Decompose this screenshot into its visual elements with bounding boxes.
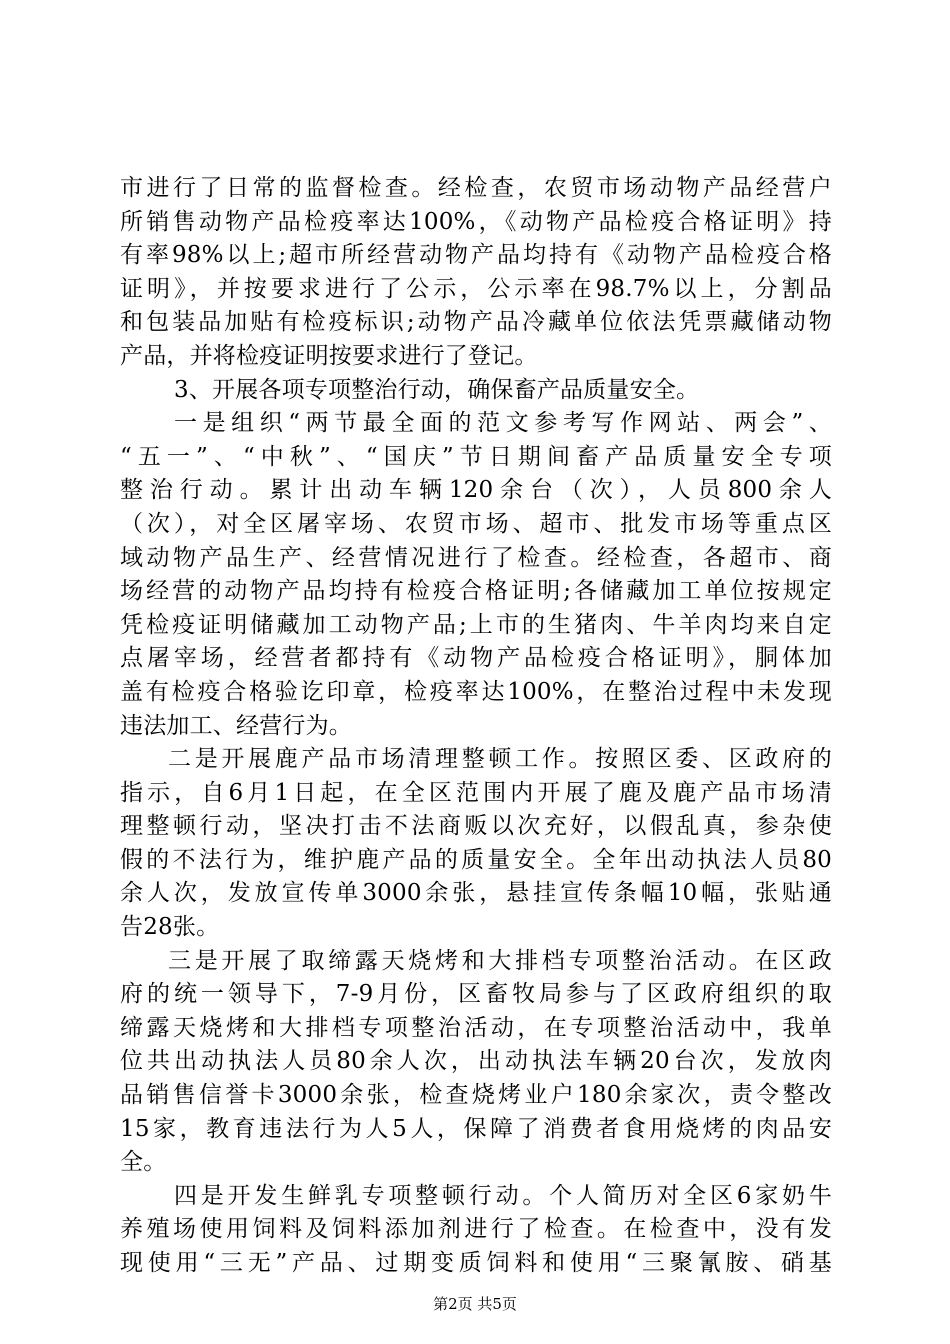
text-line: 理整顿行动，坚决打击不法商贩以次充好，以假乱真，参杂使 bbox=[120, 813, 832, 840]
text-line: 全。 bbox=[120, 1149, 167, 1176]
page-footer: 第2页 共5页 bbox=[433, 1295, 517, 1313]
text-line: （次），对全区屠宰场、农贸市场、超市、批发市场等重点区 bbox=[120, 510, 832, 537]
text-line: 告28张。 bbox=[120, 914, 220, 941]
text-line: 和包装品加贴有检疫标识;动物产品冷藏单位依法凭票藏储动物 bbox=[120, 309, 832, 336]
text-line: 一是组织“两节最全面的范文参考写作网站、两会”、 bbox=[174, 410, 832, 437]
text-line: 违法加工、经营行为。 bbox=[120, 712, 352, 739]
text-line: 产品，并将检疫证明按要求进行了登记。 bbox=[120, 342, 538, 369]
text-line: 市进行了日常的监督检查。经检查，农贸市场动物产品经营户 bbox=[120, 175, 832, 201]
text-line: 点屠宰场，经营者都持有《动物产品检疫合格证明》，胴体加 bbox=[120, 645, 832, 672]
text-line: 域动物产品生产、经营情况进行了检查。经检查，各超市、商 bbox=[120, 544, 832, 571]
text-line: 假的不法行为，维护鹿产品的质量安全。全年出动执法人员80 bbox=[120, 846, 832, 873]
text-line: 指示，自6月1日起，在全区范围内开展了鹿及鹿产品市场清 bbox=[120, 779, 832, 806]
text-line: 二是开展鹿产品市场清理整顿工作。按照区委、区政府的 bbox=[168, 746, 832, 773]
text-line: 养殖场使用饲料及饲料添加剂进行了检查。在检查中，没有发 bbox=[120, 1216, 832, 1243]
text-line: 盖有检疫合格验讫印章，检疫率达100%，在整治过程中未发现 bbox=[120, 678, 832, 705]
text-line: 四是开发生鲜乳专项整顿行动。个人简历对全区6家奶牛 bbox=[174, 1182, 832, 1209]
text-line: 场经营的动物产品均持有检疫合格证明;各储藏加工单位按规定 bbox=[120, 578, 832, 605]
text-line: 府的统一领导下，7-9月份，区畜牧局参与了区政府组织的取 bbox=[120, 981, 832, 1008]
text-line: 现使用“三无”产品、过期变质饲料和使用“三聚氰胺、硝基 bbox=[120, 1250, 832, 1276]
text-line: 余人次，发放宣传单3000余张，悬挂宣传条幅10幅，张贴通 bbox=[120, 880, 832, 907]
text-line: 位共出动执法人员80余人次，出动执法车辆20台次，发放肉 bbox=[120, 1048, 832, 1075]
text-line: “五一”、“中秋”、“国庆”节日期间畜产品质量安全专项 bbox=[120, 443, 832, 470]
text-line: 三是开展了取缔露天烧烤和大排档专项整治活动。在区政 bbox=[168, 947, 832, 974]
text-line: 15家，教育违法行为人5人，保障了消费者食用烧烤的肉品安 bbox=[120, 1115, 832, 1142]
text-line: 证明》，并按要求进行了公示，公示率在98.7%以上，分割品 bbox=[120, 275, 832, 302]
text-line: 缔露天烧烤和大排档专项整治活动，在专项整治活动中，我单 bbox=[120, 1014, 832, 1041]
text-line: 所销售动物产品检疫率达100%，《动物产品检疫合格证明》持 bbox=[120, 208, 832, 235]
text-line: 品销售信誉卡3000余张，检查烧烤业户180余家次，责令整改 bbox=[120, 1082, 832, 1109]
text-line: 凭检疫证明储藏加工动物产品;上市的生猪肉、牛羊肉均来自定 bbox=[120, 611, 832, 638]
section-heading: 3、开展各项专项整治行动，确保畜产品质量安全。 bbox=[174, 376, 700, 403]
document-body bbox=[120, 172, 832, 1281]
text-line: 有率98%以上;超市所经营动物产品均持有《动物产品检疫合格 bbox=[120, 242, 832, 269]
text-line: 整治行动。累计出动车辆120余台（次），人员800余人 bbox=[120, 477, 832, 504]
